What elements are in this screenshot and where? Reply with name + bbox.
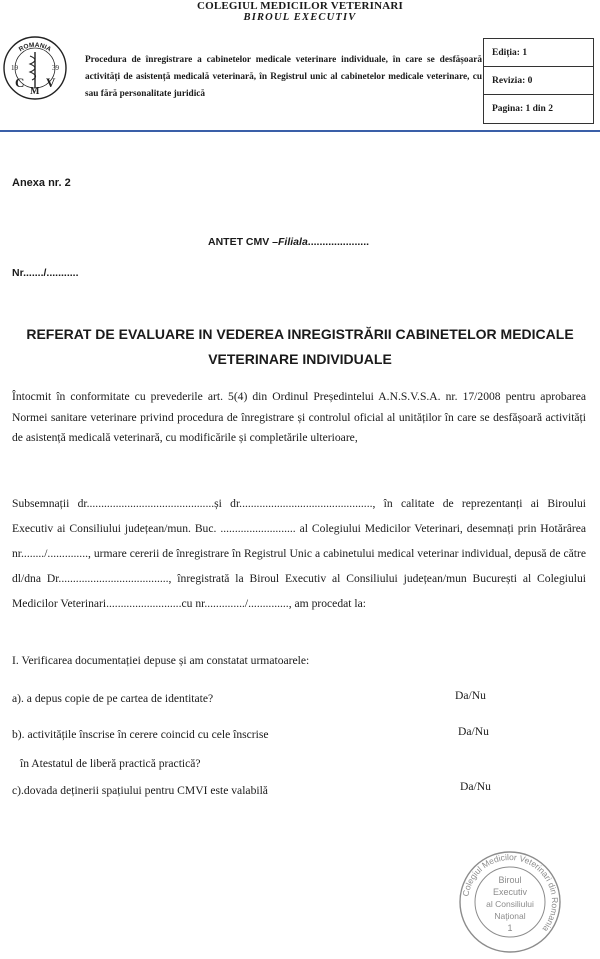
antet-line bbox=[208, 236, 369, 248]
check-a-label: a). a depus copie de pe cartea de identitate? bbox=[12, 692, 214, 705]
logo-year-right: 39 bbox=[52, 64, 59, 72]
check-b-continuation: în Atestatul de liberă practică practică? bbox=[20, 757, 201, 770]
document-title-line-2: VETERINARE INDIVIDUALE bbox=[208, 351, 392, 367]
registration-number-line: Nr......./........... bbox=[12, 267, 79, 279]
logo-country: ROMANIA bbox=[17, 41, 53, 54]
logo-letter-m: M bbox=[30, 86, 40, 97]
institution-title: COLEGIUL MEDICILOR VETERINARI bbox=[196, 0, 404, 12]
antet-prefix: ANTET CMV – bbox=[208, 236, 279, 248]
annex-label: Anexa nr. 2 bbox=[12, 177, 71, 189]
stamp-line-3: al Consiliului bbox=[486, 899, 534, 909]
check-c-answer: Da/Nu bbox=[460, 780, 491, 793]
intro-paragraph: Întocmit în conformitate cu prevederile art. 5(4) din Ordinul Președintelui A.N.S.V.S.A. nr. 17/2008 pentru aprobarea Normei sanitare veterinare privind procedura de înregistrare și controlul oficial al unităților în care se desfășoară activități de asistență medicală veterinară, cu modificările și completările ulterioare, bbox=[12, 390, 586, 444]
official-stamp bbox=[458, 850, 562, 954]
logo-letter-c: C bbox=[15, 75, 25, 90]
check-b-label: b). activitățile înscrise în cerere coincid cu cele înscrise bbox=[12, 728, 269, 741]
check-c-label: c).dovada deținerii spațiului pentru CMVI este valabilă bbox=[12, 784, 268, 797]
section-1-heading: I. Verificarea documentației depuse și am constatat urmatoarele: bbox=[12, 654, 310, 667]
page-field: Pagina: 1 din 2 bbox=[492, 104, 553, 114]
logo-letter-v: V bbox=[46, 75, 56, 90]
check-a-answer: Da/Nu bbox=[455, 689, 486, 702]
header-divider bbox=[0, 130, 600, 132]
stamp-line-2: Executiv bbox=[492, 887, 528, 897]
antet-filiala: Filiala bbox=[278, 236, 308, 248]
revision-field: Revizia: 0 bbox=[484, 67, 593, 95]
institution-subtitle: BIROUL EXECUTIV bbox=[243, 12, 357, 23]
document-title-line-1: REFERAT DE EVALUARE IN VEDEREA INREGISTRĂRII CABINETELOR MEDICALE bbox=[26, 326, 574, 342]
stamp-line-1: Biroul bbox=[498, 875, 522, 885]
body-paragraph: Subsemnații dr............................................și dr.............................................., în calitate de reprezentanți ai Biroului Executiv ai Consiliului județean/mun. Buc. .......................... al Colegiului Medicilor Veterinari, desemnați prin Hotărârea nr......../.............., urmare cererii de înregistrare în Registrul Unic a cabinetului medical veterinar individual, depusă de către dl/dna Dr......................................, înregistrată la Biroul Executiv al Consiliului județean/mun București al Colegiului Medicilor Veterinari..........................cu nr............../.............., am procedat la: bbox=[12, 497, 586, 610]
document-title bbox=[0, 322, 600, 372]
stamp-line-4: Naţional bbox=[494, 911, 526, 921]
check-b-answer: Da/Nu bbox=[458, 725, 489, 738]
stamp-ring-text: Colegiul Medicilor Veterinari din Romania bbox=[460, 851, 561, 934]
cmv-logo bbox=[2, 22, 68, 110]
svg-text:ROMANIA bbox=[18, 42, 53, 54]
edition-field: Ediția: 1 bbox=[484, 39, 593, 67]
procedure-description: Procedura de înregistrare a cabinetelor medicale veterinare individuale, în care se desfășoară activități de asistență medicală veterinară, în Registrul unic al cabinetelor medicale veterinare, cu sau fără personalitate juridică bbox=[85, 55, 482, 99]
stamp-line-5: 1 bbox=[507, 923, 513, 933]
logo-year-left: 19 bbox=[11, 64, 18, 72]
document-meta-box bbox=[483, 38, 594, 124]
antet-dots: ..................... bbox=[307, 236, 370, 248]
